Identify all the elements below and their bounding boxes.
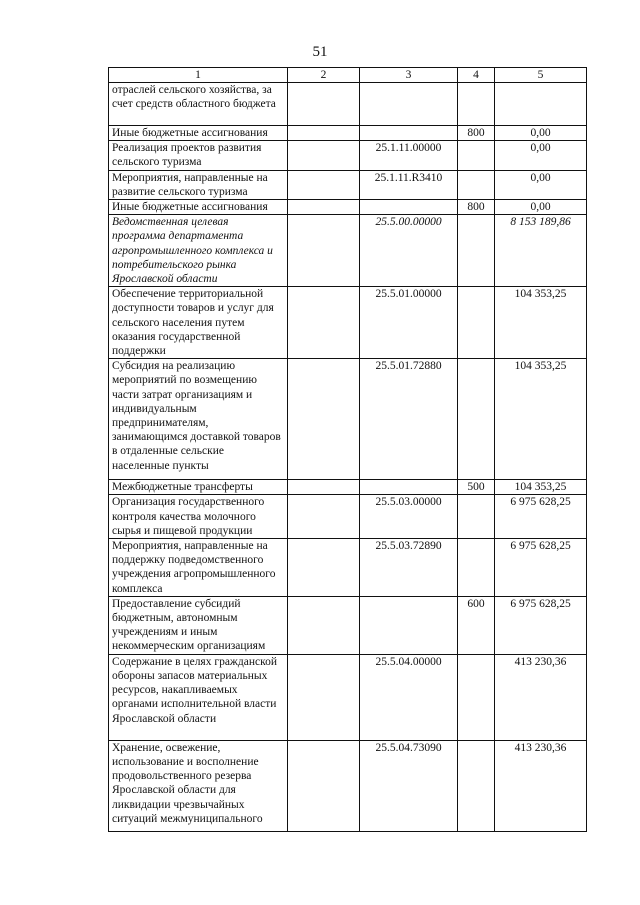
row-name-cell: Субсидия на реализацию мероприятий по возмещению части затрат организациям и индивидуальным предпринимателям, занимающимся доставкой товаров в отдаленные сельские населенные пункты (109, 359, 288, 480)
row-amount-cell: 6 975 628,25 (495, 596, 587, 654)
row-type-cell: 800 (458, 200, 495, 215)
row-amount-cell: 0,00 (495, 170, 587, 199)
table-row (109, 480, 587, 495)
row-code-cell: 25.5.03.00000 (360, 495, 458, 539)
row-type-cell: 600 (458, 596, 495, 654)
row-col2-cell (288, 539, 360, 597)
table-row (109, 495, 587, 539)
row-code-cell (360, 480, 458, 495)
row-type-cell (458, 495, 495, 539)
table-row (109, 215, 587, 287)
row-name-cell: Мероприятия, направленные на развитие сельского туризма (109, 170, 288, 199)
row-col2-cell (288, 359, 360, 480)
table-row (109, 740, 587, 831)
row-type-cell: 500 (458, 480, 495, 495)
row-code-cell (360, 596, 458, 654)
row-type-cell (458, 83, 495, 126)
header-col-5: 5 (495, 68, 587, 83)
table-row (109, 596, 587, 654)
row-type-cell (458, 539, 495, 597)
table-header-row (109, 68, 587, 83)
row-col2-cell (288, 654, 360, 740)
table-row (109, 126, 587, 141)
row-col2-cell (288, 596, 360, 654)
table-row (109, 287, 587, 359)
row-name-cell: Организация государственного контроля качества молочного сырья и пищевой продукции (109, 495, 288, 539)
row-amount-cell: 6 975 628,25 (495, 495, 587, 539)
row-code-cell: 25.5.03.72890 (360, 539, 458, 597)
row-name-cell: Хранение, освежение, использование и восполнение продовольственного резерва Ярославской области для ликвидации чрезвычайных ситуаций межмуниципального (109, 740, 288, 831)
row-col2-cell (288, 200, 360, 215)
row-col2-cell (288, 740, 360, 831)
row-name-cell: Предоставление субсидий бюджетным, автономным учреждениям и иным некоммерческим организациям (109, 596, 288, 654)
table-row (109, 200, 587, 215)
table-row (109, 654, 587, 740)
row-code-cell: 25.5.01.00000 (360, 287, 458, 359)
header-col-4: 4 (458, 68, 495, 83)
row-name-cell: Ведомственная целевая программа департамента агропромышленного комплекса и потребительского рынка Ярославской области (109, 215, 288, 287)
row-code-cell: 25.5.01.72880 (360, 359, 458, 480)
row-name-cell: Мероприятия, направленные на поддержку подведомственного учреждения агропромышленного комплекса (109, 539, 288, 597)
row-name-cell: Содержание в целях гражданской обороны запасов материальных ресурсов, накапливаемых органами исполнительной власти Ярославской области (109, 654, 288, 740)
row-name-cell: Реализация проектов развития сельского туризма (109, 141, 288, 170)
table-row (109, 539, 587, 597)
row-type-cell (458, 359, 495, 480)
row-code-cell: 25.1.11.00000 (360, 141, 458, 170)
row-amount-cell: 6 975 628,25 (495, 539, 587, 597)
header-col-1: 1 (109, 68, 288, 83)
row-col2-cell (288, 170, 360, 199)
row-code-cell (360, 126, 458, 141)
row-amount-cell: 413 230,36 (495, 740, 587, 831)
row-name-cell: Иные бюджетные ассигнования (109, 200, 288, 215)
row-amount-cell: 8 153 189,86 (495, 215, 587, 287)
row-amount-cell: 104 353,25 (495, 287, 587, 359)
table-row (109, 170, 587, 199)
row-code-cell (360, 200, 458, 215)
row-code-cell: 25.1.11.R3410 (360, 170, 458, 199)
row-amount-cell (495, 83, 587, 126)
row-col2-cell (288, 480, 360, 495)
header-col-3: 3 (360, 68, 458, 83)
row-type-cell: 800 (458, 126, 495, 141)
row-amount-cell: 413 230,36 (495, 654, 587, 740)
row-amount-cell: 0,00 (495, 126, 587, 141)
row-type-cell (458, 141, 495, 170)
row-col2-cell (288, 215, 360, 287)
table-row (109, 83, 587, 126)
row-amount-cell: 104 353,25 (495, 359, 587, 480)
row-code-cell (360, 83, 458, 126)
row-col2-cell (288, 287, 360, 359)
budget-table (108, 67, 587, 832)
row-code-cell: 25.5.04.73090 (360, 740, 458, 831)
row-code-cell: 25.5.04.00000 (360, 654, 458, 740)
row-name-cell: Межбюджетные трансферты (109, 480, 288, 495)
row-amount-cell: 0,00 (495, 200, 587, 215)
table-row (109, 141, 587, 170)
table-row (109, 359, 587, 480)
row-col2-cell (288, 126, 360, 141)
row-col2-cell (288, 141, 360, 170)
row-col2-cell (288, 495, 360, 539)
row-name-cell: Иные бюджетные ассигнования (109, 126, 288, 141)
header-col-2: 2 (288, 68, 360, 83)
row-type-cell (458, 654, 495, 740)
row-amount-cell: 104 353,25 (495, 480, 587, 495)
row-name-cell: Обеспечение территориальной доступности товаров и услуг для сельского населения путем оказания государственной поддержки (109, 287, 288, 359)
row-name-cell: отраслей сельского хозяйства, за счет средств областного бюджета (109, 83, 288, 126)
row-col2-cell (288, 83, 360, 126)
row-type-cell (458, 287, 495, 359)
row-code-cell: 25.5.00.00000 (360, 215, 458, 287)
row-type-cell (458, 740, 495, 831)
row-amount-cell: 0,00 (495, 141, 587, 170)
page-number: 51 (312, 44, 328, 60)
row-type-cell (458, 170, 495, 199)
row-type-cell (458, 215, 495, 287)
